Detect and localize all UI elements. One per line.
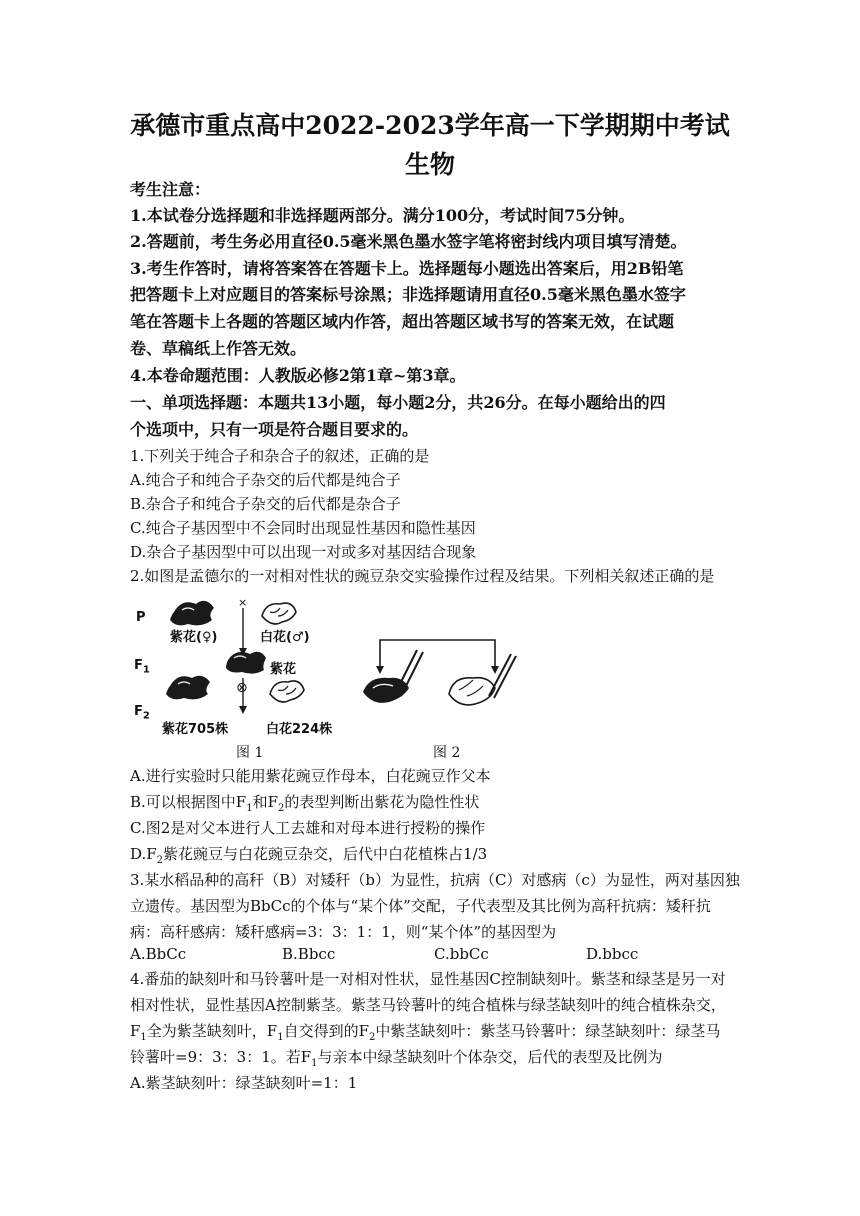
q2-option-b: [130, 792, 740, 819]
q2-option-a: A.进行实验时只能用紫花豌豆作母本，白花豌豆作父本: [130, 767, 491, 785]
exam-title: 承德市重点高中2022-2023学年高一下学期期中考试: [130, 111, 730, 140]
fig-cross-symbol: ×: [238, 596, 248, 609]
q2-b-sub-1: 1: [246, 803, 253, 814]
q2-b-text-2: 和F: [252, 793, 278, 811]
figure-1: [130, 590, 345, 738]
q3-stem-line-2: 立遗传。基因型为BbCc的个体与“某个体”交配，子代表型及其比例为高秆抗病：矮秆抗: [130, 897, 711, 915]
fig-white-male-label: 白花(♂): [260, 630, 310, 645]
q4-l3-text-4: 中紫茎缺刻叶：紫茎马铃薯叶：绿茎缺刻叶：绿茎马: [375, 1022, 721, 1040]
q2-option-d: [130, 844, 740, 871]
q4-stem-line-4: [130, 1047, 740, 1074]
q4-l3-text-2: 全为紫茎缺刻叶，F: [146, 1022, 278, 1040]
q1-option-c: C.纯合子基因型中不会同时出现显性基因和隐性基因: [130, 519, 476, 537]
notice-item-3-line-1: 3.考生作答时，请将答案答在答题卡上。选择题每小题选出答案后，用2B铅笔: [130, 259, 684, 278]
fig-p-label: P: [136, 610, 146, 625]
q4-option-a: A.紫茎缺刻叶：绿茎缺刻叶=1：1: [130, 1074, 358, 1092]
notice-item-3-line-2: 把答题卡上对应题目的答案标号涂黑；非选择题请用直径0.5毫米黑色墨水签字: [130, 285, 686, 304]
q2-b-text-1: B.可以根据图中F: [130, 793, 247, 811]
figure-2-svg: [355, 630, 530, 730]
q3-stem-line-3: 病：高秆感病：矮秆感病=3：3：1：1，则“某个体”的基因型为: [130, 923, 557, 941]
section-heading-line-2: 个选项中，只有一项是符合题目要求的。: [130, 420, 419, 439]
notice-item-3-line-3: 笔在答题卡上各题的答题区域内作答，超出答题区域书写的答案无效，在试题: [130, 312, 675, 331]
fig-f1-purple-label: 紫花: [270, 662, 297, 677]
q2-b-text-3: 的表型判断出紫花为隐性性状: [284, 793, 480, 811]
q2-d-sub: 2: [156, 855, 164, 866]
q4-stem-line-1: 4.番茄的缺刻叶和马铃薯叶是一对相对性状，显性基因C控制缺刻叶。紫茎和绿茎是另一对: [130, 970, 726, 988]
purple-flower-f2-icon: [166, 676, 210, 700]
fig-f1-label: [134, 658, 150, 676]
fig-purple-female-label: 紫花(♀): [170, 630, 218, 645]
notice-item-2: 2.答题前，考生务必用直径0.5毫米黑色墨水签字笔将密封线内项目填写清楚。: [130, 232, 687, 251]
notice-item-3-line-4: 卷、草稿纸上作答无效。: [130, 339, 307, 358]
notice-item-4: 4.本卷命题范围：人教版必修2第1章~第3章。: [130, 366, 466, 385]
figure-1-caption: 图 1: [236, 745, 264, 761]
q1-option-a: A.纯合子和纯合子杂交的后代都是纯合子: [130, 471, 401, 489]
q1-option-b: B.杂合子和纯合子杂交的后代都是杂合子: [130, 495, 401, 513]
fig-f2-subscript: 2: [142, 710, 150, 722]
q3-options: [130, 945, 740, 967]
fig-self-symbol: ⊗: [236, 680, 248, 696]
q1-stem: 1.下列关于纯合子和杂合子的叙述，正确的是: [130, 447, 430, 465]
q2-d-text-2: 紫花豌豆与白花豌豆杂交，后代中白花植株占1/3: [163, 845, 488, 863]
notice-heading: 考生注意：: [130, 180, 211, 199]
q3-stem-line-1: 3.某水稻品种的高秆（B）对矮秆（b）为显性，抗病（C）对感病（c）为显性，两对基因独: [130, 871, 740, 889]
q2-option-c: C.图2是对父本进行人工去雄和对母本进行授粉的操作: [130, 819, 486, 837]
q4-l3-sub-1: 1: [140, 1032, 147, 1043]
section-heading-line-1: 一、单项选择题：本题共13小题，每小题2分，共26分。在每小题给出的四: [130, 393, 666, 412]
q4-l3-sub-3: 2: [369, 1032, 376, 1043]
q4-l3-text-1: F: [130, 1022, 141, 1040]
q4-l4-sub-1: 1: [311, 1058, 318, 1069]
q4-l4-text-2: 与亲本中绿茎缺刻叶个体杂交，后代的表型及比例为: [317, 1048, 663, 1066]
q1-option-d: D.杂合子基因型中可以出现一对或多对基因结合现象: [130, 543, 477, 561]
fig-f2-letter: F: [134, 704, 143, 719]
figure-2-caption: 图 2: [433, 745, 461, 761]
white-flower-p-icon: [262, 603, 296, 624]
figure-2: [355, 630, 530, 730]
fig-f2-purple-label: 紫花705株: [162, 722, 229, 737]
purple-flower-p-icon: [170, 601, 214, 626]
q2-b-sub-2: 2: [278, 803, 285, 814]
q2-d-text-1: D.F: [130, 845, 157, 863]
q3-option-d: D.bbcc: [586, 945, 639, 963]
q4-l4-text-1: 铃薯叶=9：3：3：1。若F: [130, 1048, 312, 1066]
q3-option-a: A.BbCc: [130, 945, 187, 963]
fig-f1-subscript: 1: [142, 664, 150, 676]
q4-l3-text-3: 自交得到的F: [283, 1022, 370, 1040]
pollen-flower-icon: [449, 678, 495, 705]
figure-1-svg: [130, 590, 345, 738]
fig-f2-white-label: 白花224株: [266, 722, 333, 737]
fig-f1-letter: F: [134, 658, 143, 673]
white-flower-f2-icon: [270, 681, 304, 702]
q4-stem-line-2: 相对性状，显性基因A控制紫茎。紫茎马铃薯叶的纯合植株与绿茎缺刻叶的纯合植株杂交，: [130, 996, 726, 1014]
q4-l3-sub-2: 1: [277, 1032, 284, 1043]
subject-title: 生物: [404, 150, 455, 179]
q3-option-b: B.Bbcc: [282, 945, 336, 963]
fig-f2-label: [134, 704, 150, 722]
q4-stem-line-3: [130, 1021, 740, 1048]
purple-flower-f1-icon: [226, 652, 266, 674]
q3-option-c: C.bbCc: [434, 945, 489, 963]
q2-stem: 2.如图是孟德尔的一对相对性状的豌豆杂交实验操作过程及结果。下列相关叙述正确的是: [130, 567, 715, 585]
notice-item-1: 1.本试卷分选择题和非选择题两部分。满分100分，考试时间75分钟。: [130, 206, 635, 225]
